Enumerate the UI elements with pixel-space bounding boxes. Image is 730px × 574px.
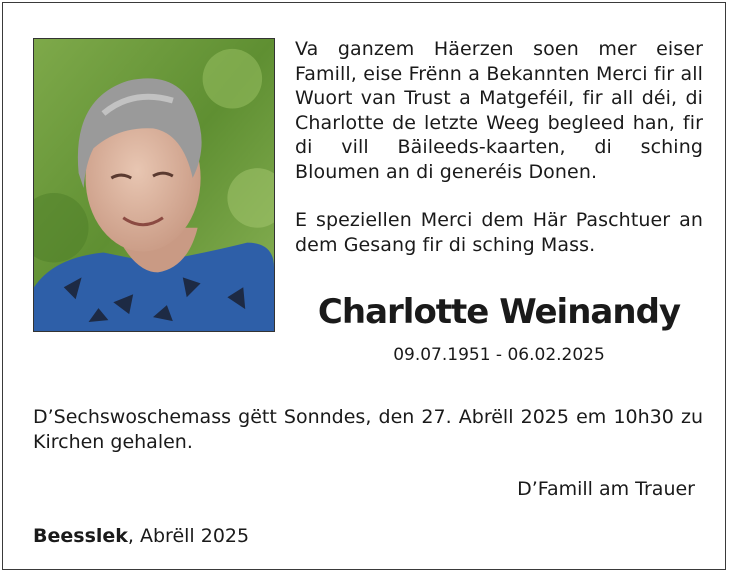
mass-notice: D’Sechswoschemass gëtt Sonndes, den 27. Abrëll 2025 em 10h30 zu Kirchen gehalen. xyxy=(33,406,703,453)
family-signature: D’Famill am Trauer xyxy=(517,478,695,500)
portrait-photo xyxy=(33,38,275,332)
place-name: Beesslek xyxy=(33,525,128,547)
obituary-card xyxy=(2,2,726,570)
footer-date: , Abrëll 2025 xyxy=(127,525,250,547)
deceased-name: Charlotte Weinandy xyxy=(317,292,681,332)
thanks-paragraph-1: Va ganzem Häerzen soen mer eiser Famill, eise Frënn a Bekannten Merci fir all Wuort van Trust a Matgeféil, fir all déi, di Charlotte de letzte Weeg begleed han, fir di vill Bäileeds-kaarten, di sching Bloumen an di generéis Donen. xyxy=(295,38,703,183)
place-date-footer xyxy=(33,524,249,549)
life-dates: 09.07.1951 - 06.02.2025 xyxy=(393,345,605,365)
portrait-photo-icon xyxy=(34,39,274,331)
thanks-paragraph-2: E speziellen Merci dem Här Paschtuer an dem Gesang fir di sching Mass. xyxy=(295,209,703,256)
thanks-message xyxy=(295,37,703,257)
